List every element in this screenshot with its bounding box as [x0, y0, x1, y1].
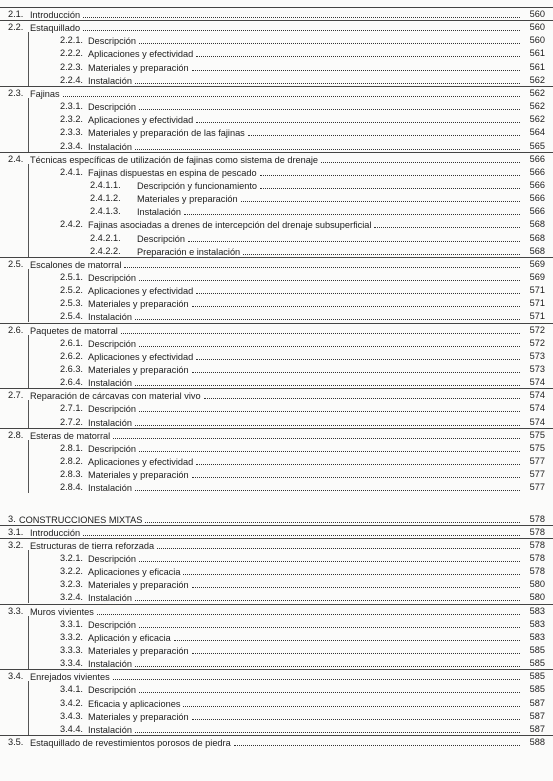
toc-entry-title: Descripción — [88, 36, 136, 46]
toc-entry-number: 2.2. — [8, 22, 24, 32]
toc-entry-title: Instalación — [88, 483, 132, 493]
toc-entry-number: 2.4. — [8, 154, 24, 164]
toc-entry[interactable] — [0, 34, 553, 47]
toc-entry[interactable] — [0, 126, 553, 139]
toc-entry-page: 583 — [529, 606, 545, 616]
toc-entry[interactable] — [0, 618, 553, 631]
toc-entry[interactable] — [0, 552, 553, 565]
toc-entry-title: Descripción — [88, 273, 136, 283]
toc-entry-title: Preparación e instalación — [137, 247, 241, 257]
toc-entry-page: 562 — [529, 75, 545, 85]
toc-entry-title: Eficacia y aplicaciones — [88, 699, 181, 709]
toc-entry-number: 2.7. — [8, 390, 24, 400]
toc-entry-page: 561 — [529, 48, 545, 58]
toc-entry[interactable] — [0, 455, 553, 468]
dot-leader — [260, 166, 520, 176]
dot-leader — [174, 631, 520, 641]
toc-entry-title: Aplicaciones y efectividad — [88, 49, 194, 59]
section-bracket — [28, 335, 29, 388]
toc-entry-title: Instalación — [88, 593, 132, 603]
toc-entry[interactable] — [0, 324, 553, 337]
toc-entry-number: 2.3.3. — [60, 127, 83, 137]
section-bracket — [28, 616, 29, 669]
toc-entry[interactable] — [0, 683, 553, 696]
toc-entry-page: 573 — [529, 351, 545, 361]
toc-entry-number: 2.8. — [8, 430, 24, 440]
toc-entry-page: 574 — [529, 403, 545, 413]
toc-entry-number: 2.6.3. — [60, 364, 83, 374]
toc-entry-title: Descripción — [88, 554, 136, 564]
dot-leader — [192, 644, 520, 654]
toc-entry-title: Muros vivientes — [30, 607, 94, 617]
toc-entry-number: 3.3.4. — [60, 658, 83, 668]
dot-leader — [196, 455, 520, 465]
toc-entry-page: 587 — [529, 698, 545, 708]
toc-entry[interactable] — [0, 153, 553, 166]
toc-entry[interactable] — [0, 232, 553, 245]
toc-entry[interactable] — [0, 736, 553, 749]
toc-entry-page: 571 — [529, 285, 545, 295]
toc-entry-title: Escalones de matorral — [30, 260, 122, 270]
toc-entry-page: 569 — [529, 272, 545, 282]
dot-leader — [135, 591, 520, 601]
dot-leader — [234, 736, 520, 746]
toc-entry[interactable] — [0, 631, 553, 644]
dot-leader — [192, 363, 520, 373]
section-rule — [0, 152, 553, 153]
toc-entry-page: 562 — [529, 88, 545, 98]
toc-entry-title: Fajinas dispuestas en espina de pescado — [88, 168, 257, 178]
toc-entry-title: Esteras de matorral — [30, 431, 111, 441]
toc-entry-number: 3.2.3. — [60, 579, 83, 589]
dot-leader — [83, 21, 520, 31]
toc-entry[interactable] — [0, 258, 553, 271]
dot-leader — [139, 100, 520, 110]
toc-entry-number: 2.6.2. — [60, 351, 83, 361]
toc-entry-title: Materiales y preparación — [88, 580, 189, 590]
toc-entry-title: Técnicas específicas de utilización de fajinas como sistema de drenaje — [30, 155, 319, 165]
toc-entry-title: Instalación — [88, 378, 132, 388]
toc-entry-title: Instalación — [88, 312, 132, 322]
toc-entry-page: 585 — [529, 645, 545, 655]
toc-entry-number: 2.2.1. — [60, 35, 83, 45]
toc-entry-number: 2.8.2. — [60, 456, 83, 466]
toc-entry-title: Instalación — [88, 725, 132, 735]
dot-leader — [145, 513, 520, 523]
dot-leader — [374, 218, 520, 228]
toc-entry-number: 2.5.4. — [60, 311, 83, 321]
toc-entry-title: Instalación — [88, 76, 132, 86]
toc-entry[interactable] — [0, 350, 553, 363]
toc-entry-number: 2.6.4. — [60, 377, 83, 387]
toc-entry-number: 3.2.2. — [60, 566, 83, 576]
dot-leader — [192, 710, 520, 720]
section-rule — [0, 604, 553, 605]
toc-entry-title: Aplicaciones y efectividad — [88, 115, 194, 125]
dot-leader — [121, 324, 520, 334]
toc-entry[interactable] — [0, 670, 553, 683]
toc-entry-title: Aplicaciones y eficacia — [88, 567, 181, 577]
toc-entry[interactable] — [0, 539, 553, 552]
section-rule — [0, 86, 553, 87]
toc-entry-page: 578 — [529, 553, 545, 563]
dot-leader — [63, 87, 520, 97]
dot-leader — [192, 578, 520, 588]
toc-entry-page: 585 — [529, 658, 545, 668]
toc-entry-number: 2.3. — [8, 88, 24, 98]
toc-entry-number: 3.3.2. — [60, 632, 83, 642]
dot-leader — [196, 284, 520, 294]
toc-entry[interactable] — [0, 363, 553, 376]
toc-entry[interactable] — [0, 644, 553, 657]
toc-entry-page: 568 — [529, 233, 545, 243]
toc-entry[interactable] — [0, 205, 553, 218]
toc-entry-title: Descripción — [88, 620, 136, 630]
toc-entry-title: Fajinas asociadas a drenes de intercepción del drenaje subsuperficial — [88, 220, 372, 230]
dot-leader — [139, 618, 520, 628]
toc-entry-page: 566 — [529, 154, 545, 164]
toc-entry-page: 574 — [529, 417, 545, 427]
dot-leader — [139, 402, 520, 412]
toc-entry-title: Aplicaciones y efectividad — [88, 286, 194, 296]
toc-entry-title: Instalación — [137, 207, 181, 217]
toc-entry-page: 585 — [529, 684, 545, 694]
toc-entry[interactable] — [0, 179, 553, 192]
toc-entry[interactable] — [0, 61, 553, 74]
toc-entry-number: 3.3. — [8, 606, 24, 616]
dot-leader — [183, 565, 520, 575]
toc-entry-number: 2.4.1.1. — [90, 180, 121, 190]
toc-entry-page: 566 — [529, 180, 545, 190]
toc-entry-title: Instalación — [88, 142, 132, 152]
toc-entry[interactable] — [0, 591, 553, 604]
dot-leader — [139, 683, 520, 693]
section-bracket — [28, 32, 29, 86]
dot-leader — [83, 526, 520, 536]
toc-entry-number: 2.8.4. — [60, 482, 83, 492]
dot-leader — [192, 61, 520, 71]
dot-leader — [243, 245, 520, 255]
toc-entry[interactable] — [0, 337, 553, 350]
toc-entry-page: 571 — [529, 311, 545, 321]
section-bracket — [28, 400, 29, 428]
toc-entry-title: Descripción — [88, 102, 136, 112]
toc-entry[interactable] — [0, 271, 553, 284]
toc-entry[interactable] — [0, 192, 553, 205]
dot-leader — [135, 310, 520, 320]
toc-entry-page: 577 — [529, 482, 545, 492]
toc-entry-title: Descripción — [88, 404, 136, 414]
section-rule — [0, 428, 553, 429]
toc-entry-title: Descripción — [88, 685, 136, 695]
toc-entry-page: 568 — [529, 246, 545, 256]
toc-entry-number: 2.8.1. — [60, 443, 83, 453]
toc-entry-title: Estaquillado — [30, 23, 81, 33]
toc-entry-page: 578 — [529, 540, 545, 550]
toc-entry-title: Introducción — [30, 528, 81, 538]
toc-entry-page: 578 — [529, 527, 545, 537]
toc-entry-title: Paquetes de matorral — [30, 326, 118, 336]
dot-leader — [113, 429, 520, 439]
dot-leader — [321, 153, 520, 163]
section-bracket — [28, 164, 29, 257]
toc-entry-number: 2.4.1.2. — [90, 193, 121, 203]
toc-entry-title: Aplicación y eficacia — [88, 633, 171, 643]
section-bracket — [28, 269, 29, 322]
toc-entry-title: Materiales y preparación de las fajinas — [88, 128, 245, 138]
dot-leader — [196, 113, 520, 123]
dot-leader — [204, 389, 520, 399]
section-rule — [0, 323, 553, 324]
section-bracket — [28, 98, 29, 152]
section-rule — [0, 257, 553, 258]
toc-entry-page: 560 — [529, 35, 545, 45]
toc-entry-number: 2.1. — [8, 9, 24, 19]
toc-entry-title: Estructuras de tierra reforzada — [30, 541, 155, 551]
toc-entry[interactable] — [0, 87, 553, 100]
toc-entry-page: 574 — [529, 377, 545, 387]
dot-leader — [196, 350, 520, 360]
toc-entry-page: 565 — [529, 141, 545, 151]
toc-entry[interactable] — [0, 578, 553, 591]
dot-leader — [192, 297, 520, 307]
toc-entry-number: 3.2. — [8, 540, 24, 550]
toc-entry-page: 572 — [529, 325, 545, 335]
toc-entry-page: 562 — [529, 101, 545, 111]
toc-entry[interactable] — [0, 402, 553, 415]
dot-leader — [260, 179, 520, 189]
dot-leader — [139, 34, 520, 44]
toc-entry-title: Reparación de cárcavas con material vivo — [30, 391, 201, 401]
dot-leader — [135, 481, 520, 491]
toc-entry-number: 2.4.1.3. — [90, 206, 121, 216]
toc-entry-number: 2.3.4. — [60, 141, 83, 151]
toc-entry-page: 566 — [529, 167, 545, 177]
toc-entry-title: Materiales y preparación — [137, 194, 238, 204]
dot-leader — [135, 74, 520, 84]
toc-entry-number: 2.8.3. — [60, 469, 83, 479]
toc-entry-title: Aplicaciones y efectividad — [88, 352, 194, 362]
toc-entry[interactable] — [0, 218, 553, 231]
toc-entry[interactable] — [0, 100, 553, 113]
dot-leader — [139, 442, 520, 452]
toc-entry-page: 562 — [529, 114, 545, 124]
dot-leader — [196, 47, 520, 57]
toc-entry-page: 575 — [529, 443, 545, 453]
toc-entry-title: Descripción — [88, 339, 136, 349]
dot-leader — [135, 376, 520, 386]
dot-leader — [113, 670, 520, 680]
toc-entry-number: 2.2.2. — [60, 48, 83, 58]
toc-entry[interactable] — [0, 605, 553, 618]
toc-entry-page: 588 — [529, 737, 545, 747]
toc-entry-title: Instalación — [88, 659, 132, 669]
dot-leader — [124, 258, 520, 268]
dot-leader — [184, 205, 520, 215]
dot-leader — [157, 539, 520, 549]
toc-entry-title: Aplicaciones y efectividad — [88, 457, 194, 467]
toc-entry-number: 2.2.4. — [60, 75, 83, 85]
section-rule — [0, 735, 553, 736]
dot-leader — [135, 657, 520, 667]
toc-entry-number: 2.4.1. — [60, 167, 83, 177]
toc-entry-title: Materiales y preparación — [88, 299, 189, 309]
toc-entry-number: 2.3.1. — [60, 101, 83, 111]
toc-entry-title: Instalación — [88, 418, 132, 428]
toc-entry-number: 3.3.1. — [60, 619, 83, 629]
dot-leader — [139, 337, 520, 347]
toc-entry-title: Descripción y funcionamiento — [137, 181, 258, 191]
toc-entry-page: 574 — [529, 390, 545, 400]
toc-entry-number: 3.2.4. — [60, 592, 83, 602]
toc-entry-page: 577 — [529, 469, 545, 479]
toc-entry[interactable] — [0, 481, 553, 494]
toc-entry-number: 2.7.2. — [60, 417, 83, 427]
toc-entry[interactable] — [0, 47, 553, 60]
toc-entry-page: 587 — [529, 724, 545, 734]
toc-entry-title: Enrejados vivientes — [30, 672, 110, 682]
toc-entry-page: 583 — [529, 632, 545, 642]
toc-entry-number: 2.4.2. — [60, 219, 83, 229]
toc-entry-number: 2.5.1. — [60, 272, 83, 282]
dot-leader — [183, 697, 520, 707]
dot-leader — [135, 140, 520, 150]
toc-entry-number: 3.2.1. — [60, 553, 83, 563]
toc-entry-number: 2.5.2. — [60, 285, 83, 295]
toc-entry-title: Descripción — [137, 234, 185, 244]
toc-entry[interactable] — [0, 310, 553, 323]
toc-entry[interactable] — [0, 442, 553, 455]
section-rule — [0, 525, 553, 526]
toc-entry-page: 566 — [529, 206, 545, 216]
section-rule — [0, 20, 553, 21]
toc-entry-page: 575 — [529, 430, 545, 440]
toc-entry-number: 3.3.3. — [60, 645, 83, 655]
section-rule — [0, 7, 553, 8]
dot-leader — [241, 192, 520, 202]
toc-entry-page: 571 — [529, 298, 545, 308]
section-bracket — [28, 550, 29, 603]
toc-entry-page: 583 — [529, 619, 545, 629]
dot-leader — [248, 126, 520, 136]
toc-entry[interactable] — [0, 297, 553, 310]
toc-entry-number: 3.4.3. — [60, 711, 83, 721]
toc-entry-number: 2.5. — [8, 259, 24, 269]
toc-entry-number: 3.5. — [8, 737, 24, 747]
dot-leader — [135, 723, 520, 733]
toc-entry-number: 2.4.2.2. — [90, 246, 121, 256]
toc-entry-page: 564 — [529, 127, 545, 137]
toc-entry-page: 572 — [529, 338, 545, 348]
toc-entry-number: 3.4.1. — [60, 684, 83, 694]
toc-entry[interactable] — [0, 389, 553, 402]
toc-entry-number: 2.6. — [8, 325, 24, 335]
toc-entry[interactable] — [0, 565, 553, 578]
section-rule — [0, 669, 553, 670]
dot-leader — [135, 416, 520, 426]
toc-entry-number: 3.4.2. — [60, 698, 83, 708]
toc-entry-page: 578 — [529, 514, 545, 524]
toc-entry-page: 577 — [529, 456, 545, 466]
section-rule — [0, 538, 553, 539]
toc-entry-number: 2.6.1. — [60, 338, 83, 348]
dot-leader — [188, 232, 520, 242]
toc-entry-number: 2.3.2. — [60, 114, 83, 124]
dot-leader — [192, 468, 520, 478]
section-bracket — [28, 440, 29, 493]
dot-leader — [139, 552, 520, 562]
toc-entry-page: 568 — [529, 219, 545, 229]
toc-entry-number: 2.2.3. — [60, 62, 83, 72]
dot-leader — [97, 605, 520, 615]
toc-entry-page: 569 — [529, 259, 545, 269]
toc-entry[interactable] — [0, 284, 553, 297]
toc-entry-page: 587 — [529, 711, 545, 721]
toc-entry[interactable] — [0, 429, 553, 442]
toc-entry-page: 578 — [529, 566, 545, 576]
toc-entry-page: 585 — [529, 671, 545, 681]
toc-entry-page: 580 — [529, 592, 545, 602]
section-rule — [0, 388, 553, 389]
toc-entry-title: Materiales y preparación — [88, 712, 189, 722]
toc-entry[interactable] — [0, 468, 553, 481]
toc-entry-page: 573 — [529, 364, 545, 374]
toc-entry-number: 3.4. — [8, 671, 24, 681]
toc-entry-title: Descripción — [88, 444, 136, 454]
toc-entry-title: Materiales y preparación — [88, 646, 189, 656]
toc-entry[interactable] — [0, 21, 553, 34]
toc-entry-title: Fajinas — [30, 89, 60, 99]
section-bracket — [28, 681, 29, 735]
toc-entry-number: 2.4.2.1. — [90, 233, 121, 243]
toc-entry[interactable] — [0, 697, 553, 710]
toc-entry[interactable] — [0, 113, 553, 126]
toc-entry-number: 3.1. — [8, 527, 24, 537]
toc-entry[interactable] — [0, 166, 553, 179]
toc-entry-page: 560 — [529, 9, 545, 19]
toc-entry-number: 3. — [8, 514, 16, 524]
toc-entry-title: Materiales y preparación — [88, 365, 189, 375]
toc-entry[interactable] — [0, 710, 553, 723]
toc-entry-page: 561 — [529, 62, 545, 72]
toc-entry-page: 560 — [529, 22, 545, 32]
toc-entry-title: Estaquillado de revestimientos porosos de piedra — [30, 738, 231, 748]
toc-entry-number: 3.4.4. — [60, 724, 83, 734]
dot-leader — [139, 271, 520, 281]
toc-entry-number: 2.5.3. — [60, 298, 83, 308]
dot-leader — [83, 8, 520, 18]
toc-entry-page: 580 — [529, 579, 545, 589]
toc-entry-page: 566 — [529, 193, 545, 203]
toc-entry-title: Materiales y preparación — [88, 470, 189, 480]
toc-entry-title: CONSTRUCCIONES MIXTAS — [19, 515, 143, 525]
toc-entry-title: Introducción — [30, 10, 81, 20]
toc-entry-title: Materiales y preparación — [88, 63, 189, 73]
toc-entry-number: 2.7.1. — [60, 403, 83, 413]
